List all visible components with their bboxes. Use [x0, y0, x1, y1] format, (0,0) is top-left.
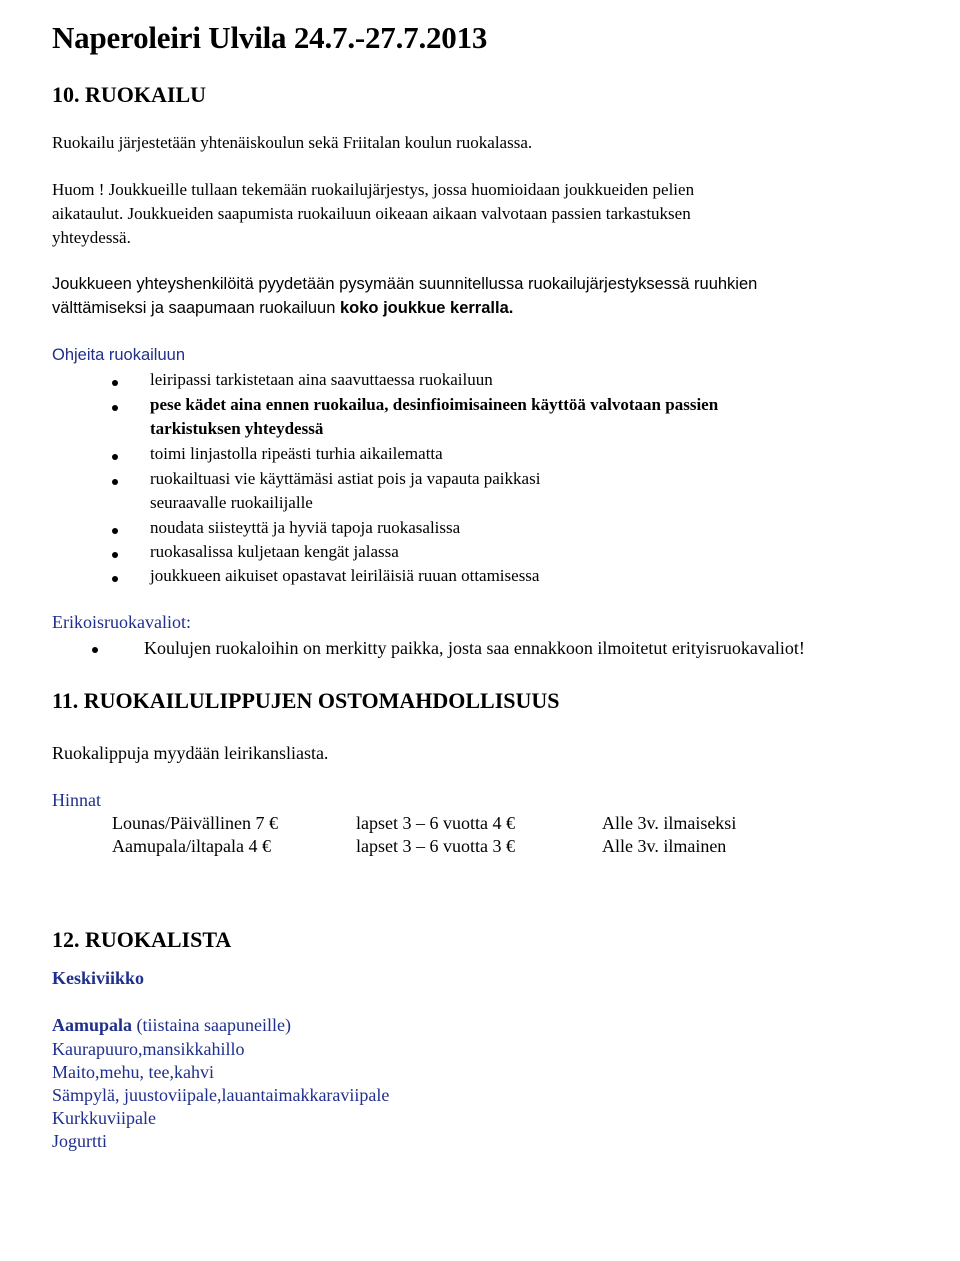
bullet-icon — [112, 380, 118, 386]
section-10-paragraph-2-line-1: Huom ! Joukkueille tullaan tekemään ruokailujärjestys, jossa huomioidaan joukkueiden pelien — [52, 180, 695, 199]
list-item-text: Koulujen ruokaloihin on merkitty paikka, josta saa ennakkoon ilmoitetut erityisruokavaliot! — [144, 638, 805, 658]
section-10-paragraph-2-line-3: yhteydessä. — [52, 228, 131, 247]
breakfast-note: (tiistaina saapuneille) — [132, 1015, 291, 1035]
bullet-icon — [112, 405, 118, 411]
list-item-text: leiripassi tarkistetaan aina saavuttaessa ruokailuun — [150, 370, 493, 389]
bullet-icon — [112, 479, 118, 485]
paragraph-3-emphasis: koko joukkue kerralla. — [340, 299, 514, 317]
section-10-paragraph-2-line-2: aikataulut. Joukkueiden saapumista ruokailuun oikeaan aikaan valvotaan passien tarkastuksen — [52, 204, 691, 223]
section-12-heading: 12. RUOKALISTA — [52, 927, 232, 952]
small-children-cell: Alle 3v. ilmainen — [602, 836, 727, 856]
section-11-paragraph: Ruokalippuja myydään leirikansliasta. — [52, 743, 329, 763]
meal-price-cell: Lounas/Päivällinen 7 € — [112, 813, 278, 833]
menu-item: Sämpylä, juustoviipale,lauantaimakkaraviipale — [52, 1085, 390, 1105]
menu-item: Jogurtti — [52, 1131, 108, 1151]
instructions-heading: Ohjeita ruokailuun — [52, 346, 185, 364]
meal-price-cell: Aamupala/iltapala 4 € — [112, 836, 271, 856]
breakfast-heading — [52, 1015, 291, 1036]
kids-price-cell: lapset 3 – 6 vuotta 4 € — [356, 813, 515, 833]
price-table — [112, 813, 832, 863]
bullet-icon — [112, 552, 118, 558]
section-10-heading: 10. RUOKAILU — [52, 82, 207, 107]
prices-heading: Hinnat — [52, 790, 101, 810]
breakfast-label: Aamupala — [52, 1015, 133, 1035]
menu-item: Kurkkuviipale — [52, 1108, 156, 1128]
list-item-text: noudata siisteyttä ja hyviä tapoja ruokasalissa — [150, 518, 461, 537]
section-10-paragraph-3-line-2 — [52, 299, 513, 318]
menu-item: Maito,mehu, tee,kahvi — [52, 1062, 214, 1082]
bullet-icon — [112, 454, 118, 460]
bullet-icon — [92, 647, 98, 653]
list-item-text: ruokasalissa kuljetaan kengät jalassa — [150, 542, 399, 561]
menu-item: Kaurapuuro,mansikkahillo — [52, 1039, 245, 1059]
special-diets-heading: Erikoisruokavaliot: — [52, 612, 191, 632]
bullet-icon — [112, 576, 118, 582]
menu-day-heading: Keskiviikko — [52, 968, 145, 988]
bullet-icon — [112, 528, 118, 534]
section-10-paragraph-3-line-1: Joukkueen yhteyshenkilöitä pyydetään pysymään suunnitellussa ruokailujärjestyksessä ruuhkien — [52, 275, 758, 293]
kids-price-cell: lapset 3 – 6 vuotta 3 € — [356, 836, 515, 856]
list-item-text: joukkueen aikuiset opastavat leiriläisiä ruuan ottamisessa — [150, 566, 540, 585]
section-11-heading: 11. RUOKAILULIPPUJEN OSTOMAHDOLLISUUS — [52, 688, 560, 713]
list-item-text: pese kädet aina ennen ruokailua, desinfioimisaineen käyttöä valvotaan passien — [150, 395, 719, 414]
list-item-text-continued: tarkistuksen yhteydessä — [150, 419, 324, 438]
list-item-text-continued: seuraavalle ruokailijalle — [150, 493, 313, 512]
list-item-text: ruokailtuasi vie käyttämäsi astiat pois ja vapauta paikkasi — [150, 469, 541, 488]
paragraph-3-text: välttämiseksi ja saapumaan ruokailuun — [52, 299, 340, 317]
small-children-cell: Alle 3v. ilmaiseksi — [602, 813, 737, 833]
section-10-paragraph-1: Ruokailu järjestetään yhtenäiskoulun sekä Friitalan koulun ruokalassa. — [52, 133, 533, 152]
document-title: Naperoleiri Ulvila 24.7.-27.7.2013 — [52, 20, 488, 55]
list-item-text: toimi linjastolla ripeästi turhia aikailematta — [150, 444, 443, 463]
